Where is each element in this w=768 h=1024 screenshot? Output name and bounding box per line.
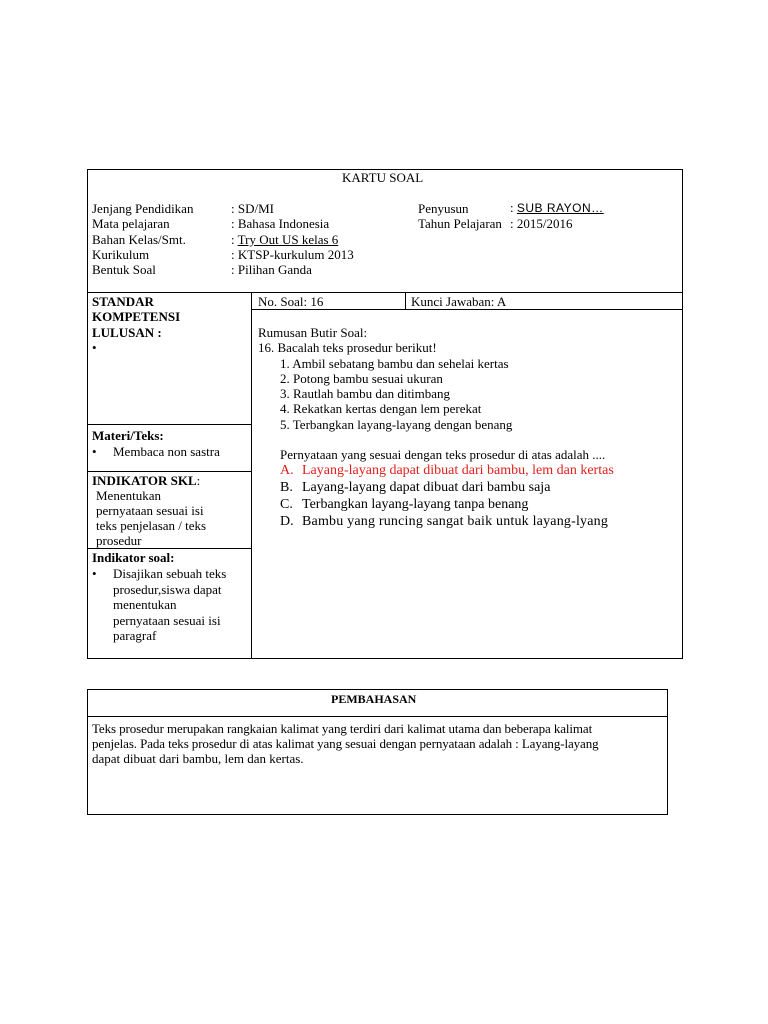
header-divider — [87, 292, 683, 293]
no-kunci-divider — [405, 292, 406, 309]
info-value-bahan — [231, 232, 338, 247]
option-letter: A. — [280, 463, 294, 478]
pembahasan-line: dapat dibuat dari bambu, lem dan kertas. — [92, 751, 304, 766]
answer-option-d — [280, 514, 608, 530]
pembahasan-title: PEMBAHASAN — [331, 692, 417, 706]
standar-label-1: STANDAR — [92, 294, 154, 309]
penyusun-colon: : — [510, 200, 517, 215]
penyusun-value — [510, 200, 604, 216]
no-soal-row-divider — [251, 309, 683, 310]
materi-bullet: • — [92, 444, 97, 459]
no-soal: No. Soal: 16 — [258, 294, 324, 309]
indikator-skl-line: prosedur — [96, 533, 142, 548]
question-prompt: Pernyataan yang sesuai dengan teks prosedur di atas adalah .... — [280, 447, 606, 462]
indikator-skl-divider — [87, 471, 251, 472]
indikator-skl-title — [92, 473, 200, 488]
option-letter: B. — [280, 480, 293, 495]
kunci-jawaban: Kunci Jawaban: A — [411, 294, 507, 309]
info-label-jenjang: Jenjang Pendidikan — [92, 201, 194, 216]
indikator-soal-line: prosedur,siswa dapat — [113, 582, 222, 597]
indikator-skl-line: teks penjelasan / teks — [96, 518, 207, 533]
tahun-label: Tahun Pelajaran — [418, 216, 502, 231]
info-label-bentuk: Bentuk Soal — [92, 262, 156, 277]
card-title: KARTU SOAL — [342, 170, 424, 185]
info-value-kurikulum: : KTSP-kurkulum 2013 — [231, 247, 354, 262]
indikator-soal-line: pernyataan sesuai isi — [113, 613, 221, 628]
question-intro: 16. Bacalah teks prosedur berikut! — [258, 340, 437, 355]
left-column-divider — [251, 292, 252, 659]
info-value-bahan-prefix: : — [231, 232, 238, 247]
answer-option-c — [280, 497, 528, 513]
indikator-skl-line: pernyataan sesuai isi — [96, 503, 204, 518]
pembahasan-divider — [87, 716, 668, 717]
info-label-kurikulum: Kurikulum — [92, 247, 150, 262]
procedure-step: 3. Rautlah bambu dan ditimbang — [280, 386, 451, 401]
info-value-bentuk: : Pilihan Ganda — [231, 262, 312, 277]
option-text: Layang-layang dapat dibuat dari bambu, lem dan kertas — [302, 463, 614, 478]
info-label-mapel: Mata pelajaran — [92, 216, 170, 231]
materi-title: Materi/Teks: — [92, 428, 164, 443]
standar-empty-bullet: • — [92, 340, 97, 355]
procedure-step: 4. Rekatkan kertas dengan lem perekat — [280, 401, 482, 416]
option-letter: D. — [280, 514, 294, 529]
option-text: Bambu yang runcing sangat baik untuk layang-lyang — [302, 514, 609, 529]
indikator-soal-divider — [87, 548, 251, 549]
procedure-step: 5. Terbangkan layang-layang dengan benang — [280, 417, 513, 432]
info-label-bahan: Bahan Kelas/Smt. — [92, 232, 186, 247]
answer-option-b — [280, 480, 550, 496]
penyusun-label: Penyusun — [418, 201, 469, 216]
tahun-value: : 2015/2016 — [510, 216, 573, 231]
indikator-soal-line: paragraf — [113, 628, 157, 643]
option-letter: C. — [280, 497, 293, 512]
indikator-soal-bullet: • — [92, 566, 97, 581]
standar-label-2: KOMPETENSI — [92, 309, 181, 324]
indikator-soal-line: Disajikan sebuah teks — [113, 566, 227, 581]
indikator-skl-colon: : — [196, 473, 201, 488]
info-value-mapel: : Bahasa Indonesia — [231, 216, 330, 231]
procedure-step: 1. Ambil sebatang bambu dan sehelai kertas — [280, 356, 509, 371]
pembahasan-line: penjelas. Pada teks prosedur di atas kalimat yang sesuai dengan pernyataan adalah : Layang-layang — [92, 736, 599, 751]
indikator-skl-title-text: INDIKATOR SKL — [92, 473, 197, 488]
pembahasan-line: Teks prosedur merupakan rangkaian kalimat yang terdiri dari kalimat utama dan beberapa kalimat — [92, 721, 593, 736]
penyusun-name: SUB RAYON… — [516, 201, 604, 215]
indikator-skl-line: Menentukan — [96, 488, 161, 503]
info-value-jenjang: : SD/MI — [231, 201, 274, 216]
materi-item: Membaca non sastra — [113, 444, 220, 459]
info-value-bahan-text: Try Out US kelas 6 — [237, 232, 339, 247]
indikator-soal-title: Indikator soal: — [92, 550, 175, 565]
rumusan-title: Rumusan Butir Soal: — [258, 325, 368, 340]
procedure-step: 2. Potong bambu sesuai ukuran — [280, 371, 443, 386]
indikator-soal-line: menentukan — [113, 597, 177, 612]
answer-option-a — [280, 463, 614, 479]
option-text: Layang-layang dapat dibuat dari bambu saja — [302, 480, 551, 495]
materi-divider — [87, 424, 251, 425]
option-text: Terbangkan layang-layang tanpa benang — [302, 497, 529, 512]
standar-label-3: LULUSAN : — [92, 325, 162, 340]
